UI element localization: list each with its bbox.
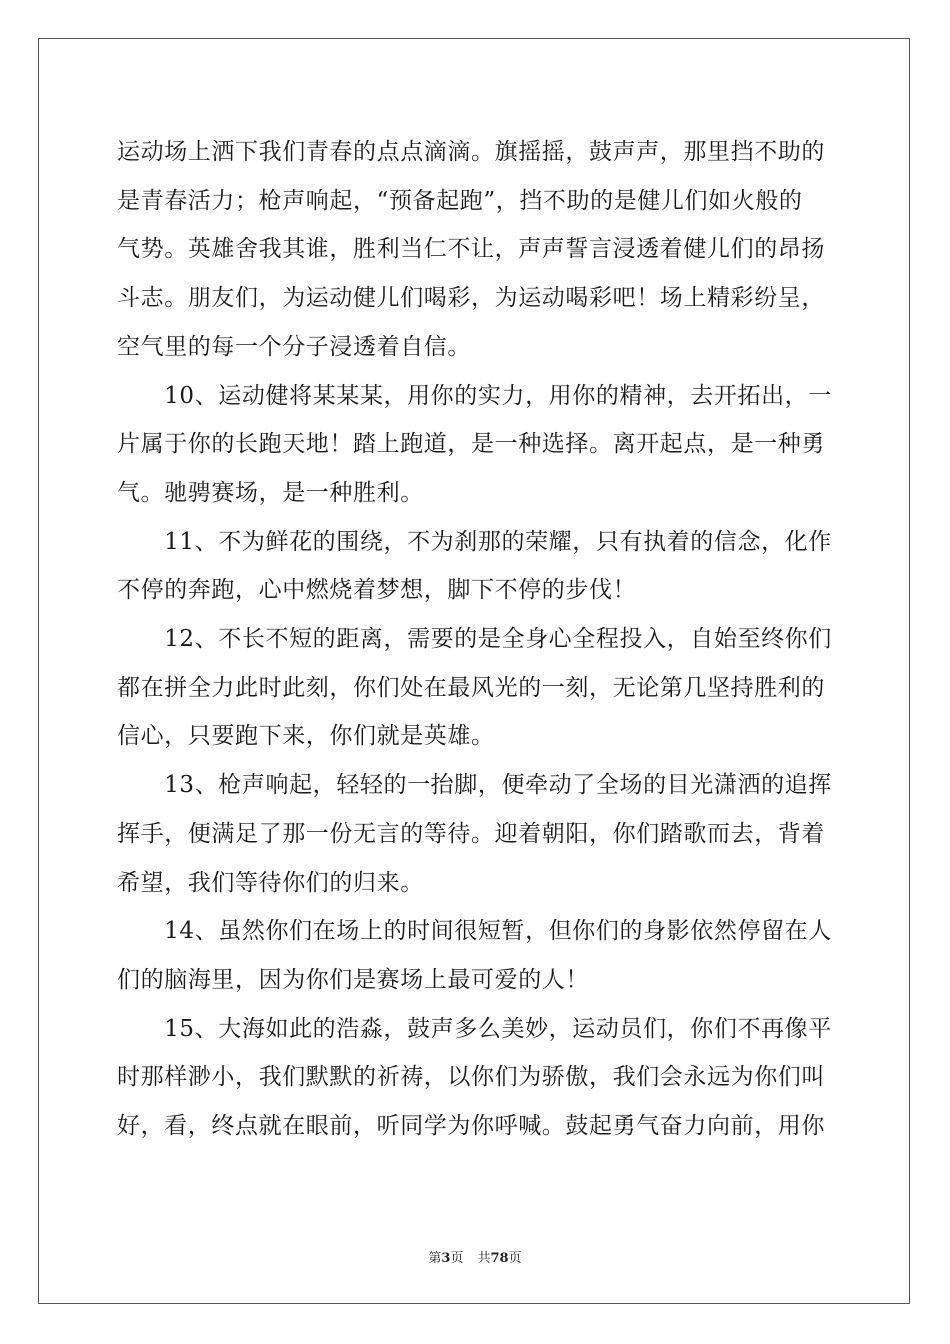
paragraph bbox=[117, 518, 833, 615]
text-line: 是青春活力；枪声响起，“预备起跑”，挡不助的是健儿们如火般的 bbox=[117, 187, 803, 214]
total-prefix: 共 bbox=[477, 1251, 491, 1266]
text-line: 好，看，终点就在眼前，听同学为你呼喊。鼓起勇气奋力向前，用你 bbox=[117, 1113, 825, 1140]
text-line: 12、不长不短的距离，需要的是全身心全程投入，自始至终你们 bbox=[117, 626, 832, 653]
text-line: 不停的奔跑，心中燃烧着梦想，脚下不停的步伐！ bbox=[117, 577, 637, 604]
paragraph bbox=[117, 615, 833, 761]
text-line: 13、枪声响起，轻轻的一抬脚，便牵动了全场的目光潇洒的追挥 bbox=[117, 772, 832, 799]
page-suffix: 页 bbox=[450, 1251, 464, 1266]
paragraph bbox=[117, 761, 833, 907]
text-line: 11、不为鲜花的围绕，不为刹那的荣耀，只有执着的信念，化作 bbox=[117, 528, 832, 555]
text-line: 运动场上洒下我们青春的点点滴滴。旗摇摇，鼓声声，那里挡不助的 bbox=[117, 139, 825, 165]
text-line: 空气里的每一个分子浸透着自信。 bbox=[117, 333, 471, 360]
text-line: 都在拼全力此时此刻，你们处在最风光的一刻，无论第几坚持胜利的 bbox=[117, 674, 825, 701]
text-line: 们的脑海里，因为你们是赛场上最可爱的人！ bbox=[117, 966, 589, 993]
page-footer bbox=[0, 1247, 950, 1266]
text-line: 信心，只要跑下来，你们就是英雄。 bbox=[117, 723, 495, 750]
document-body bbox=[117, 128, 833, 1151]
paragraph bbox=[117, 128, 833, 372]
paragraph bbox=[117, 1005, 833, 1151]
text-line: 15、大海如此的浩淼，鼓声多么美妙，运动员们，你们不再像平 bbox=[117, 1015, 832, 1042]
text-line: 气势。英雄舍我其谁，胜利当仁不让，声声誓言浸透着健儿们的昂扬 bbox=[117, 236, 825, 263]
paragraph bbox=[117, 907, 833, 1004]
total-pages-number: 78 bbox=[490, 1251, 509, 1266]
text-line: 时那样渺小，我们默默的祈祷，以你们为骄傲，我们会永远为你们叫 bbox=[117, 1064, 825, 1091]
page-prefix: 第 bbox=[428, 1251, 442, 1266]
text-line: 斗志。朋友们，为运动健儿们喝彩，为运动喝彩吧！场上精彩纷呈， bbox=[117, 285, 825, 312]
text-line: 10、运动健将某某某，用你的实力，用你的精神，去开拓出，一 bbox=[117, 382, 832, 409]
text-line: 14、虽然你们在场上的时间很短暂，但你们的身影依然停留在人 bbox=[117, 918, 832, 945]
current-page-number: 3 bbox=[441, 1251, 451, 1266]
total-suffix: 页 bbox=[508, 1251, 522, 1266]
paragraph bbox=[117, 372, 833, 518]
text-line: 挥手，便满足了那一份无言的等待。迎着朝阳，你们踏歌而去，背着 bbox=[117, 820, 825, 847]
text-line: 希望，我们等待你们的归来。 bbox=[117, 869, 424, 896]
text-line: 片属于你的长跑天地！踏上跑道，是一种选择。离开起点，是一种勇 bbox=[117, 431, 825, 458]
text-line: 气。驰骋赛场，是一种胜利。 bbox=[117, 479, 424, 506]
